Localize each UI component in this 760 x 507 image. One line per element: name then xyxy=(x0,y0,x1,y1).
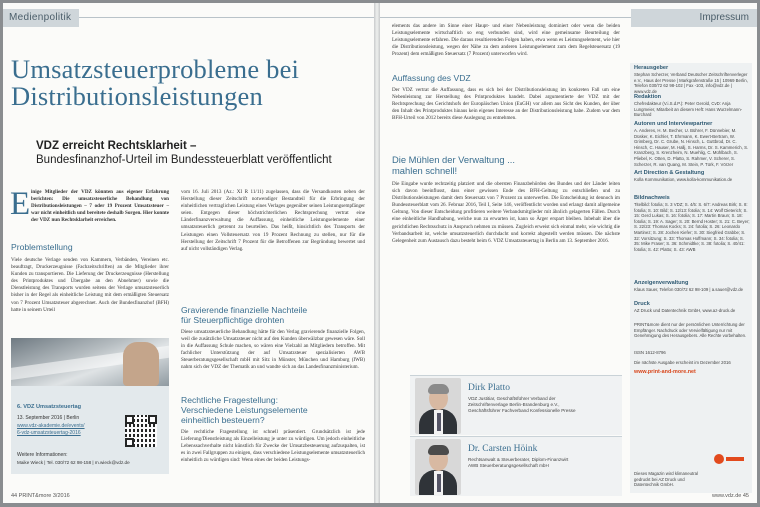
heading-frage-1: Rechtliche Fragestellung: xyxy=(181,395,278,405)
imprint-text: Klaus Sauer, Telefon 030/72 62 98-109 | a.sauer@vdz.de xyxy=(634,287,744,292)
info-label: Weitere Informationen: xyxy=(17,452,68,458)
imprint-text: Titelbild: fotolia; S. 3 VDZ; S. 4/5: S. 6/7: Andreas Birk; S. 8: fotolia; S. 10: Bild; S. 12/13: fotolia; S. 14: Wolf Dieterich; S. 15: Gerd Lukas; S. 16: fotolia; S. 17: Martin Braun; S. 18: fotolia; S. 19: A. Sager; S. 20: Bernd Hoster; S. 21: C. Beyer; S. 22/23: Thomas Kocks; S. 24: fotolia; S. 26: Leonardo Martinez; S. 28: Jochen Kiefer; S. 30: Siegfried Grabbe; S. 32: Vorsitzung; S. 33: Thomas Hoffmann; S. 34: fotolia; S. 35: Mike Fraser; S. 36: Schmidtke; S. 38: fotolia; S. 40/41: fotolia; S. 42: Platto; S. 43: AWB xyxy=(634,202,750,252)
section-label: Medienpolitik xyxy=(3,9,79,27)
auffassung-paragraph: Der VDZ vertrat die Auffassung, dass es sich bei der Distributionsleistung im konkreten Fall um eine Nebenleistung zur Herstellung des Printproduktes handelt. Dabei argumentierte der VDZ mit der Rechtsprechung des Gerichtshofs der Europäischen Union (EuGH) vor allem aus Sicht des Kunden, der über den Inhalt des Printproduktes hinaus kein eigenes Interesse an der Distributionsleistung habe. Zudem war dem BFH-Urteil von 2012 bereits diese Auslegung zu entnehmen. xyxy=(392,87,620,122)
imprint-text: A. Anderes, H. M. Becher, U. Bührer, F. Dünnebier, M. Düsker, K. Eichler, T. Ehrmann, K. Ewert-Bertram, W. Grimberg, Dr. C. Grube, N. Hinsch, L. Guttbrod, Dr. C. Hinsch, C. Hauser, M. Hallj, S. Harms, Dr. S. Kammerich, S. Kranzberg, S. Krenzheim, N. Muehlig, C. Mühlbach, S. Pliebel, K. Otten, D. Platto, S. Rahmer, V. Scherer, S. Scherzer, R. van Quang, M. Stein, P. Türk, F. Vörzer xyxy=(634,128,749,167)
heading-auffassung: Auffassung des VDZ xyxy=(392,73,471,83)
event-link-1[interactable]: www.vdz-akademie.de/events/ xyxy=(17,423,85,429)
imprint-text: ISSN 1612-8796 xyxy=(634,350,666,355)
right-col-top-paragraph: elements das andere im Sinne einer Haupt- und einer Nebenleistung dominiert oder wenn die beiden Leistungselemente wirtschaftlich so eng verbunden sind, wird eine gemeinsame Beurteilung der Leistungselemente erfahren. Die daraus resultierenden Folgen haben, etwa wenn es Leistungselement, wie hier die Distributionsleistung, wegen der Nähe zu dem anderen Leistungselement zum dem Regelsteuersatz (19 Prozent) dem ermäßigten Steuersatz (7 Prozent) unterworfen wird. xyxy=(392,23,620,58)
intro-paragraph: inige Mitglieder der VDZ könnten aus eigener Erfahrung berichten: Die umsatzsteuerliche Behandlung von Distributionsleistungen – 7 oder 19 Prozent Umsatzsteuer – war nicht einheitlich und bereitete deshalb Sorgen. Hier konnte der VDZ nun Rechtsklarheit erreichen. xyxy=(31,189,169,224)
imprint-bottom-note: Dieses Magazin wird klimaneutral gedruckt bei AZ Druck und Datentechnik GmbH. xyxy=(634,471,699,488)
right-page xyxy=(380,3,757,503)
imprint-text: Stephan Scherzer, Verband Deutscher Zeitschriftenverleger e.V., Haus der Presse | Markgrafenstraße 15 | 10969 Berlin, Telefon 030/72 62 98-102 | Fax -103, info@vdz.de | www.vdz.de xyxy=(634,72,748,94)
author-name-2: Dr. Carsten Höink xyxy=(468,444,538,454)
page-footer-left: 44 PRINT&more 3/2016 xyxy=(11,493,70,499)
page-footer-right: www.vdz.de 45 xyxy=(712,493,749,499)
event-teaser-box xyxy=(11,338,169,474)
problem-paragraph: Viele deutsche Verlage senden von Kammern, Verbänden, Vereinen etc. beauftragt, Druckerzeugnisse (Fachzeitschriften) an die Mitglieder ihrer Kunden zu transportieren. Die Lieferung der Druckerzeugnisse (Herstellung des Printproduktes und Übergabe an den Abnehmer) sowie die Dienstleistung des Transports wurden seitens der Verlage umsatzsteuerlich bisher in der Regel als einheitliche Leistung mit dem ermäßigten Steuersatz von 7 Prozent Umsatzsteuer abgerechnet. Auch der Bundesfinanzhof (BFH) hatte in seinem Urteil xyxy=(11,257,169,313)
imprint-text[interactable]: www.print-and-more.net xyxy=(634,369,696,375)
author-name-1: Dirk Platto xyxy=(468,383,510,393)
imprint-heading: Druck xyxy=(634,301,650,307)
imprint-text: PRINT&more dient nur der persönlichen Unterrichtung der Empfänger. Nachdruck oder Vervielfältigung nur mit Genehmigung des Herausgebers. Alle Rechte vorbehalten. xyxy=(634,322,747,339)
heading-problem: Problemstellung xyxy=(11,242,73,252)
imprint-heading: Bildnachweis xyxy=(634,195,670,201)
section-rule xyxy=(79,17,374,18)
imprint-text: Chefredakteur (V.i.S.d.P.): Peter Gerold, CvD: Anja Lungmeier, Mitarbeit an diesem Heft: Hans Wurzelmann-Burchard xyxy=(634,101,743,118)
teaser-photo xyxy=(11,338,169,386)
imprint-text: Die nächste Ausgabe erscheint im Dezember 2016 xyxy=(634,360,731,365)
imprint-heading: Art Direction & Gestaltung xyxy=(634,170,705,176)
author-photo-2 xyxy=(415,439,461,495)
subhead-regular: Bundesfinanzhof-Urteil im Bundessteuerblatt veröffentlicht xyxy=(36,154,332,166)
imprint-heading: Herausgeber xyxy=(634,65,669,71)
event-title: 6. VDZ Umsatzsteuertag xyxy=(17,404,82,410)
event-date: 13. September 2016 | Berlin xyxy=(17,415,80,421)
nachteile-paragraph: Diese umsatzsteuerliche Behandlung hätte für den Verlag gravierende finanzielle Folgen, weil die zusätzliche Umsatzsteuer nicht auf den Kunden überwälzbar gewesen wäre. Soll in die Auffassung Schule machen, so wären eine Vielzahl an Mitgliedern betroffen. Mit fachlicher Unterstützung der auf Umsatzsteuer spezialisierten AWB Steuerberatungsgesellschaft mbH mit Sitz in Münster, München und Hamburg (IWB) nahm sich der VDZ der Thematik an und wandte sich an das Landesfinanzministerium. xyxy=(181,329,365,371)
article-headline xyxy=(11,56,371,110)
subhead-bold: VDZ erreicht Rechtsklarheit – xyxy=(36,140,197,152)
heading-muehlen-1: Die Mühlen der Verwaltung ... xyxy=(392,154,515,165)
author-photo-1 xyxy=(415,378,461,434)
heading-nachteile-1: Gravierende finanzielle Nachteile xyxy=(181,305,308,315)
muehlen-paragraph: Die Eingabe wurde rechtzeitig platziert und die obersten Finanzbehörden des Bundes und der Länder leiten sich davon beeinflusst, dass einer gewissen Ende des BFH-Geltung zu entschließen und zu Distributionsleistungen damit dem Steuersatz von 7 Prozent zu unterwerfen. Die Entscheidung ist dennoch im Bundessteuerblatt vom 26. Februar 2016, Teil I, Seite 146, veröffentlicht worden und erlangt damit allgemeine Geltung. Von dieser Entscheidung profitieren weitere Verbandsmitglieder mit ähnlich gelagerten Fällen. Durch eine einheitliche Handhabung, welche nun zu erwarten ist, kann so Ärger erspart bleiben. Inbehalt über die gerichtlichen Rechtsschutz in Anspruch nehmen zu müssen. Zugleich erweist sich einmal mehr, wie wichtig die Verbandsarbeit ist, welche umsatzsteuerlich durchdacht und korrekt abgestellt werden müssen. Die nächste Gelegenheit zum Austausch dazu besteht beim 6. VDZ Umsatzsteuertag in Berlin am 13. September 2016. xyxy=(392,181,620,244)
heading-nachteile-2: für Steuerpflichtige drohten xyxy=(181,315,285,325)
left-page xyxy=(3,3,374,503)
imprint-rule xyxy=(380,17,631,18)
heading-frage-3: einheitlich besteuern? xyxy=(181,415,265,425)
author-desc-1: VDZ Justitiar, Geschäftsführer Verband der Zeitschriftenverlage Berlin-Brandenburg e.V., Geschäftsführer Fachverband Konfessionelle Presse xyxy=(468,396,576,413)
headline-line-2: Distributionsleistungen xyxy=(11,81,263,111)
author-desc-2: Rechtsanwalt & Steuerberater, Diplom-Finanzwirt AWB Steuerberatungsgesellschaft mbH xyxy=(468,457,569,468)
imprint-heading: Autoren und Interviewpartner xyxy=(634,121,713,127)
imprint-heading: Redaktion xyxy=(634,94,662,100)
dropcap: E xyxy=(10,186,31,222)
imprint-text: AZ Druck und Datentechnik GmbH, www.az-druck.de xyxy=(634,308,736,313)
event-link-2[interactable]: 6-vdz-umsatzsteuertag-2016 xyxy=(17,430,81,436)
imprint-heading: Anzeigenverwaltung xyxy=(634,280,689,286)
heading-frage-2: Verschiedene Leistungselemente xyxy=(181,405,308,415)
heading-muehlen-2: mahlen schnell! xyxy=(392,165,458,176)
headline-line-1: Umsatzsteuerprobleme bei xyxy=(11,54,300,84)
contact-line: Maike Wieck | Tel. 030/72 62 98-158 | m.wieck@vdz.de xyxy=(17,460,130,465)
frage-paragraph: Die rechtliche Fragestellung ist schnell präsentiert. Grundsätzlich ist jede Lieferung/Dienstleistung als Einzelleistung je unter zu würdigen. Um jedoch einheitliche Lebenssachverhalte nicht künstlich für Zwecke der Umsatzbesteuerung aufzuspalten, ist es in zwei Fallgruppen zu einigen, dass verschiedene Leistungselemente umsatzsteuerlich einheitlich zu würdigen sind: Wenn eines der beiden Leistungs- xyxy=(181,429,365,464)
imprint-label: Impressum xyxy=(631,9,757,27)
climate-neutral-logo xyxy=(714,452,744,466)
column-2-paragraph: vom 16. Juli 2013 (Az.: XI R 11/11) zugelassen, dass die Versandkosten neben der Herstellung dieser Zeitschrift notwendiger Bestandteil für die Erbringung der einheitlichen vertraglichen Leistung eines Verlages gegenüber seinen Leistungsempfänger seien. Entgegen dieser höchstrichterlichen Rechtsprechung vertrat eine Länderfinanzverwaltung die Auffassung, einheitliche Leistungselemente einer umsatzsteuerlich getrennt zu beurteilen. Das heißt, hinsichtlich des Transports der Leistungen einen Vollsteuersatz von 19 Prozent Rechnung zu stellen, nur für die Herstellung der Zeitschrift 7 Prozent für die Betroffenen zur Begründung bewertet und auf nicht vollständigen Verlag. xyxy=(181,189,365,252)
imprint-text: Kolla Kommunikation, www.kolla-kommunikation.de xyxy=(634,177,733,182)
qr-code-icon xyxy=(125,415,157,447)
